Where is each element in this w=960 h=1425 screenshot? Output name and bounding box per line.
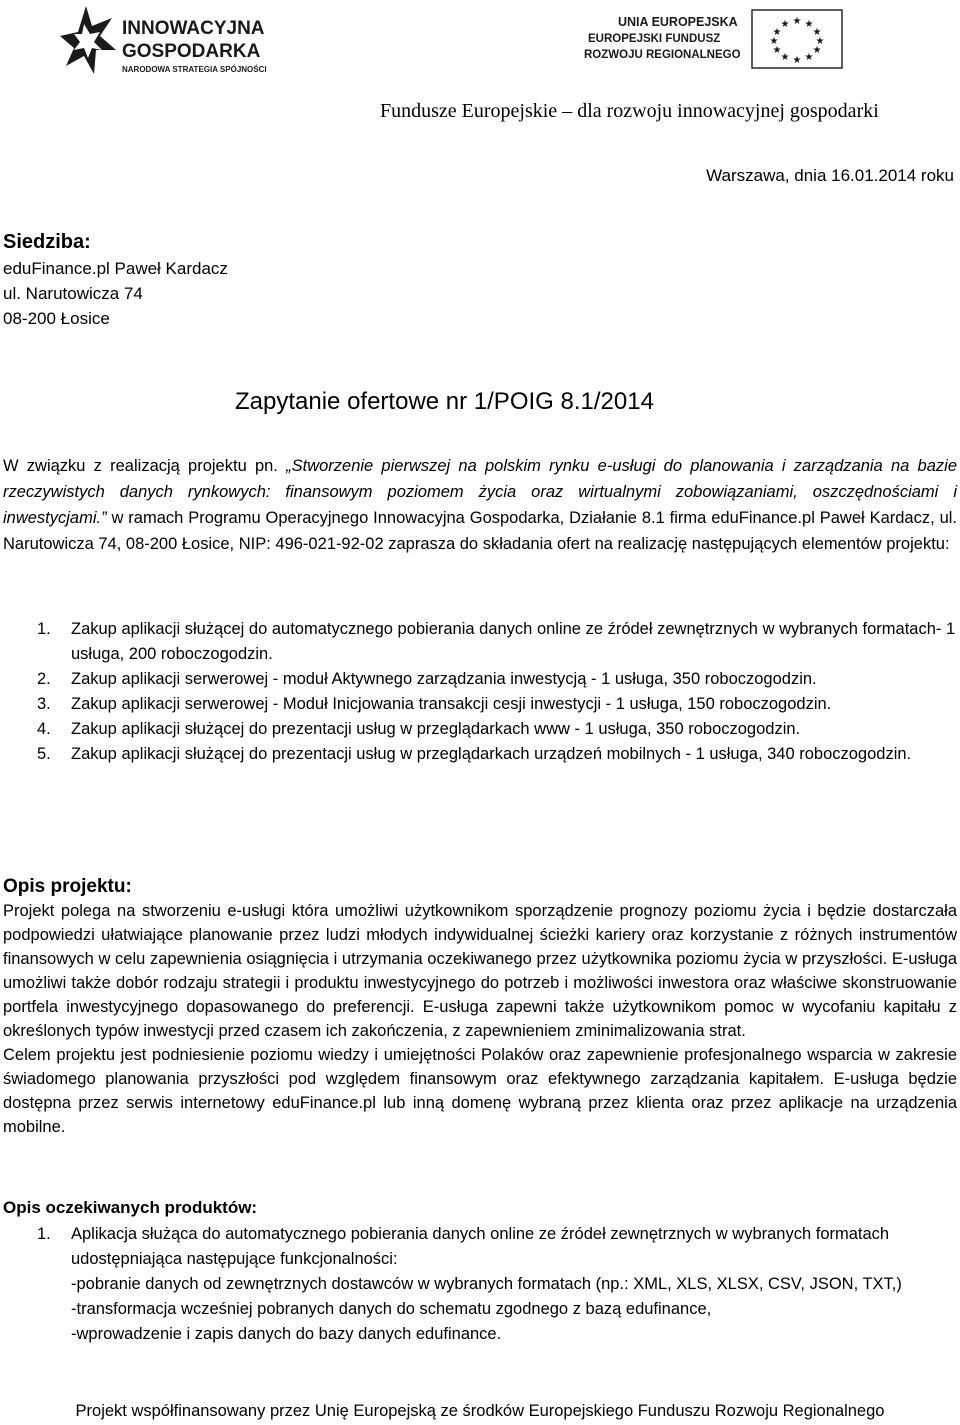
list-text: Zakup aplikacji służącej do prezentacji usług w przeglądarkach urządzeń mobilnych - 1 usługa, 340 roboczogodzin.	[71, 745, 912, 763]
project-name: „Stworzenie pierwszej na polskim rynku e-usługi do planowania i zarządzania na bazie rzeczywistych danych rynkowych: finansowym poziomem życia oraz wirtualnymi zobowiązaniami, oszczędnościami i inwestycjami.”	[3, 457, 957, 527]
svg-text:★: ★	[792, 16, 802, 27]
logo-line-3: NARODOWA STRATEGIA SPÓJNOŚCI	[122, 65, 267, 74]
cofinancing-footer: Projekt współfinansowany przez Unię Europejską ze środków Europejskiego Funduszu Rozwoju Regionalnego	[75, 1402, 885, 1420]
logo-line-2: GOSPODARKA	[122, 41, 261, 62]
svg-text:★: ★	[804, 52, 814, 63]
list-item	[3, 1222, 957, 1347]
project-description-title: Opis projektu:	[3, 876, 132, 897]
svg-text:★: ★	[812, 45, 822, 56]
list-number: 1.	[37, 620, 51, 638]
document-date: Warszawa, dnia 16.01.2014 roku	[706, 166, 954, 185]
list-number: 3.	[37, 695, 51, 713]
product-feature-2: -transformacja wcześniej pobranych danych do schematu zgodnego z bazą edufinance,	[71, 1300, 712, 1318]
seat-city: 08-200 Łosice	[3, 309, 110, 328]
intro-rest: w ramach Programu Operacyjnego Innowacyjna Gospodarka, Działanie 8.1 firma eduFinance.pl Paweł Kardacz, ul. Narutowicza 74, 08-200 Łosice, NIP: 496-021-92-02 zaprasza do składania ofert na realizację następujących elementów projektu:	[3, 509, 957, 553]
list-text: Zakup aplikacji służącej do prezentacji usług w przeglądarkach www - 1 usługa, 350 roboczogodzin.	[71, 720, 801, 738]
intro-lead: W związku z realizacją projektu pn.	[3, 457, 287, 475]
seat-title: Siedziba:	[3, 231, 91, 253]
intro-paragraph	[3, 453, 957, 557]
expected-products-list	[3, 1222, 957, 1347]
list-number: 5.	[37, 745, 51, 763]
list-item	[3, 717, 957, 742]
list-item	[3, 742, 957, 767]
list-text: Zakup aplikacji służącej do automatycznego pobierania danych online ze źródeł zewnętrznych w wybranych formatach- 1 usługa, 200 roboczogodzin.	[71, 620, 956, 663]
svg-text:★: ★	[780, 52, 790, 63]
svg-text:★: ★	[815, 36, 825, 47]
product-feature-1: -pobranie danych od zewnętrznych dostawców w wybranych formatach (np.: XML, XLS, XLSX, CSV, JSON, TXT,)	[71, 1275, 902, 1293]
document-title: Zapytanie ofertowe nr 1/POIG 8.1/2014	[235, 388, 654, 415]
description-paragraph-1: Projekt polega na stworzeniu e-usługi która umożliwi użytkownikom sporządzenie prognozy poziomu życia i będzie dostarczała podpowiedzi ułatwiające planowanie przez ludzi młodych indywidualnej ścieżki kariery oraz korzystanie z różnych instrumentów finansowych w celu zapewnienia osiągnięcia i utrzymania oczekiwanego przez użytkownika poziomu życia w przyszłości. E-usługa umożliwi także dobór rodzaju strategii i produktu inwestycyjnego do potrzeb i możliwości inwestora oraz właściwe skonstruowanie portfela inwestycyjnego dopasowanego do preferencji. E-usługa zapewni także użytkownikom pomoc w wycofaniu kapitału z określonych typów inwestycji przed czasem ich zakończenia, z zapewnieniem zminimalizowania strat.	[3, 902, 957, 1040]
seat-company: eduFinance.pl Paweł Kardacz	[3, 259, 228, 278]
list-text: Zakup aplikacji serwerowej - moduł Aktywnego zarządzania inwestycją - 1 usługa, 350 roboczogodzin.	[71, 670, 817, 688]
list-item	[3, 617, 957, 667]
svg-text:★: ★	[769, 36, 779, 47]
list-text: Zakup aplikacji serwerowej - Moduł Inicjowania transakcji cesji inwestycji - 1 usługa, 150 roboczogodzin.	[71, 695, 832, 713]
star-burst-icon	[60, 6, 116, 74]
expected-products-title: Opis oczekiwanych produktów:	[3, 1198, 258, 1217]
eu-flag-icon	[752, 10, 842, 68]
ue-line-3: ROZWOJU REGIONALNEGO	[584, 49, 741, 61]
list-item	[3, 667, 957, 692]
funds-tagline: Fundusze Europejskie – dla rozwoju innowacyjnej gospodarki	[380, 100, 879, 122]
product-description: Aplikacja służąca do automatycznego pobierania danych online ze źródeł zewnętrznych w wybranych formatach udostępniająca następujące funkcjonalności:	[71, 1225, 890, 1268]
list-number: 4.	[37, 720, 51, 738]
logo-line-1: INNOWACYJNA	[122, 18, 265, 39]
svg-text:★: ★	[792, 55, 802, 66]
project-description	[3, 899, 957, 1139]
ue-line-1: UNIA EUROPEJSKA	[618, 15, 738, 29]
unia-europejska-logo	[580, 8, 850, 72]
svg-text:★: ★	[772, 45, 782, 56]
svg-text:★: ★	[780, 19, 790, 30]
svg-text:★: ★	[772, 27, 782, 38]
seat-street: ul. Narutowicza 74	[3, 284, 143, 303]
description-paragraph-2: Celem projektu jest podniesienie poziomu wiedzy i umiejętności Polaków oraz zapewnienie profesjonalnego wsparcia w zakresie świadomego planowania przyszłości pod względem finansowym oraz efektywnego zarządzania kapitałem. E-usługa będzie dostępna przez serwis internetowy eduFinance.pl lub inną domenę wybraną przez klienta oraz przez aplikacje na urządzenia mobilne.	[3, 1046, 957, 1136]
list-number: 2.	[37, 670, 51, 688]
svg-text:★: ★	[812, 27, 822, 38]
product-feature-3: -wprowadzenie i zapis danych do bazy danych edufinance.	[71, 1325, 502, 1343]
innowacyjna-gospodarka-logo	[60, 4, 300, 82]
seat-address-block	[3, 228, 228, 331]
svg-text:★: ★	[804, 19, 814, 30]
list-number: 1.	[37, 1225, 51, 1243]
project-elements-list	[3, 617, 957, 767]
list-item	[3, 692, 957, 717]
ue-line-2: EUROPEJSKI FUNDUSZ	[588, 33, 721, 45]
